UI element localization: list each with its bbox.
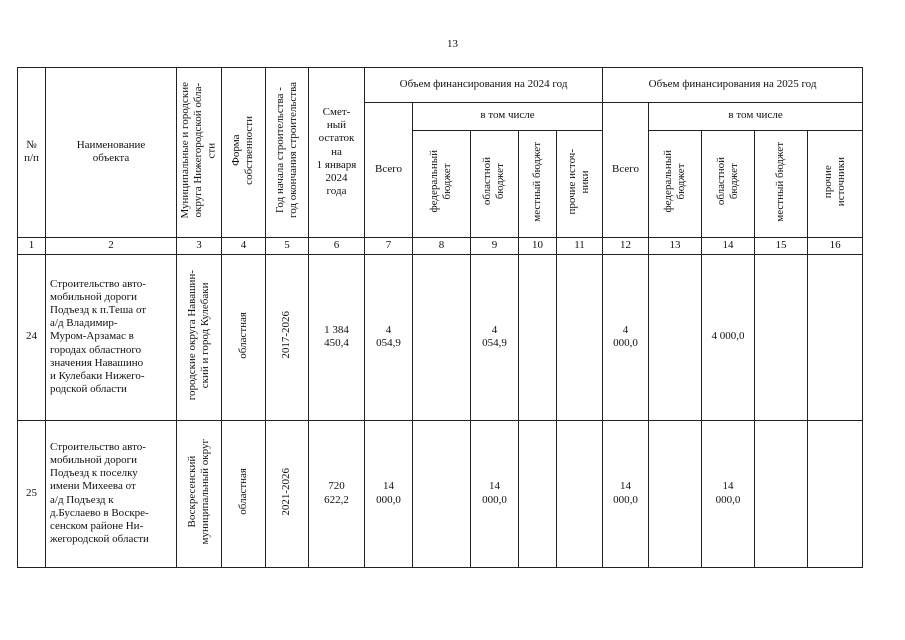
ownership: областная <box>222 254 266 420</box>
row-num: 24 <box>18 254 46 420</box>
federal-2024 <box>413 420 471 567</box>
federal-2024 <box>413 254 471 420</box>
total-2024: 14 000,0 <box>365 420 413 567</box>
total-2024: 4 054,9 <box>365 254 413 420</box>
page-number: 13 <box>447 38 458 50</box>
header-including-2024: в том числе <box>413 103 603 128</box>
regional-2024: 14 000,0 <box>471 420 519 567</box>
object-name: Строительство авто- мобильной дороги Подъезд к п.Теша от а/д Владимир- Муром-Арзамас в городах областного значения Навашино и Кулебаки Нижего- родской области <box>46 254 177 420</box>
municipality: Воскресенский муниципальный округ <box>177 420 222 567</box>
federal-2025 <box>649 254 702 420</box>
header-municipality: Муниципальные и городские округа Нижегородской обла- сти <box>177 68 222 238</box>
construction-years: 2021-2026 <box>266 420 309 567</box>
local-2024 <box>519 254 557 420</box>
header-ownership: Форма собственности <box>222 68 266 238</box>
header-regional-2025: областной бюджет <box>702 130 755 237</box>
column-number: 1 <box>18 237 46 254</box>
local-2025 <box>755 254 808 420</box>
column-number: 13 <box>649 237 702 254</box>
header-local-2024: местный бюджет <box>519 130 557 237</box>
header-fin-2024: Объем финансирования на 2024 год <box>365 68 603 103</box>
municipality: городские округа Навашин- ский и город Кулебаки <box>177 254 222 420</box>
column-number: 4 <box>222 237 266 254</box>
ownership: областная <box>222 420 266 567</box>
other-2024 <box>557 254 603 420</box>
column-number: 16 <box>808 237 863 254</box>
column-number: 14 <box>702 237 755 254</box>
header-other-2024: прочие источ- ники <box>557 130 603 237</box>
estimate-remainder: 720 622,2 <box>309 420 365 567</box>
header-remainder: Смет- ный остаток на 1 января 2024 года <box>309 68 365 238</box>
federal-2025 <box>649 420 702 567</box>
header-num: № п/п <box>18 68 46 238</box>
other-2025 <box>808 254 863 420</box>
header-other-2025: прочие источники <box>808 130 863 237</box>
header-federal-2024: федеральный бюджет <box>413 130 471 237</box>
column-number: 10 <box>519 237 557 254</box>
header-fin-2025: Объем финансирования на 2025 год <box>603 68 863 103</box>
column-number: 6 <box>309 237 365 254</box>
header-years: Год начала строительства - год окончания строительства <box>266 68 309 238</box>
column-number: 2 <box>46 237 177 254</box>
estimate-remainder: 1 384 450,4 <box>309 254 365 420</box>
local-2025 <box>755 420 808 567</box>
regional-2024: 4 054,9 <box>471 254 519 420</box>
header-total-2024: Всего <box>365 103 413 238</box>
regional-2025: 14 000,0 <box>702 420 755 567</box>
header-local-2025: местный бюджет <box>755 130 808 237</box>
column-number: 9 <box>471 237 519 254</box>
column-number: 3 <box>177 237 222 254</box>
total-2025: 14 000,0 <box>603 420 649 567</box>
local-2024 <box>519 420 557 567</box>
object-name: Строительство авто- мобильной дороги Подъезд к поселку имени Михеева от а/д Подъезд к д.Буслаево в Воскре- сенском районе Ни- жегородской области <box>46 420 177 567</box>
column-number: 12 <box>603 237 649 254</box>
header-total-2025: Всего <box>603 103 649 238</box>
construction-years: 2017-2026 <box>266 254 309 420</box>
other-2024 <box>557 420 603 567</box>
table-row <box>18 420 863 567</box>
column-number: 5 <box>266 237 309 254</box>
other-2025 <box>808 420 863 567</box>
financing-table <box>17 67 863 568</box>
total-2025: 4 000,0 <box>603 254 649 420</box>
header-federal-2025: федеральный бюджет <box>649 130 702 237</box>
row-num: 25 <box>18 420 46 567</box>
header-name: Наименование объекта <box>46 68 177 238</box>
column-number: 7 <box>365 237 413 254</box>
column-number: 8 <box>413 237 471 254</box>
regional-2025: 4 000,0 <box>702 254 755 420</box>
table-row <box>18 254 863 420</box>
column-number-row <box>18 237 863 254</box>
column-number: 11 <box>557 237 603 254</box>
column-number: 15 <box>755 237 808 254</box>
header-regional-2024: областной бюджет <box>471 130 519 237</box>
header-including-2025: в том числе <box>649 103 863 128</box>
